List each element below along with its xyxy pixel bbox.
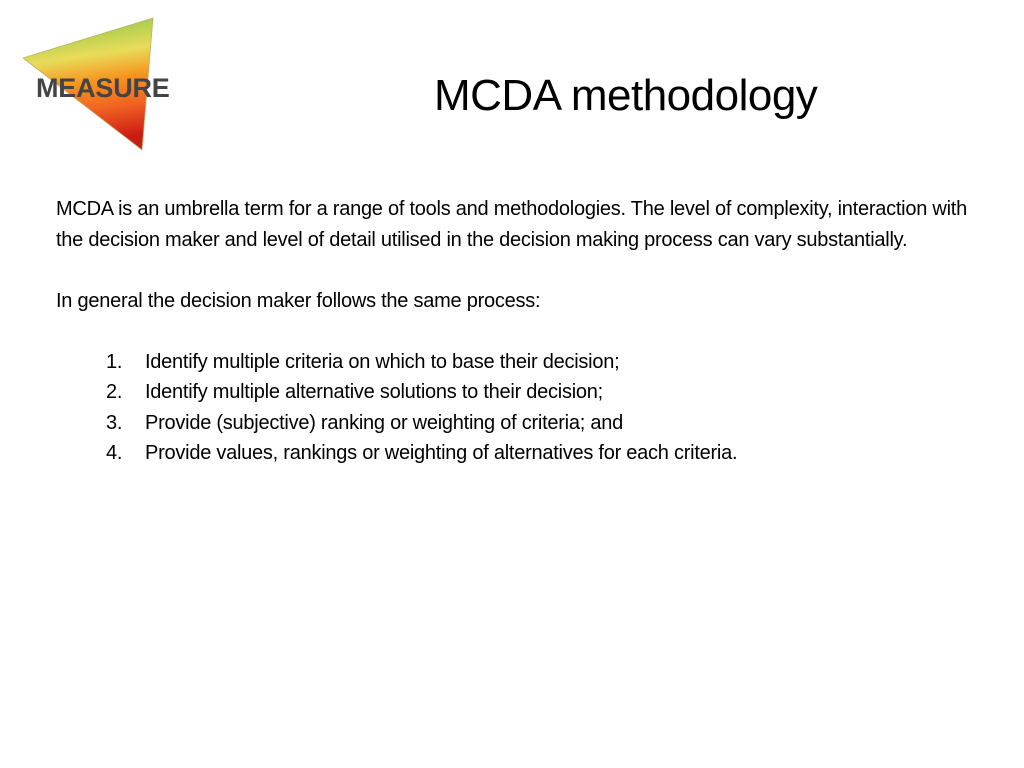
slide-title: MCDA methodology [434, 71, 818, 120]
step-text: Identify multiple alternative solutions to their decision; [145, 381, 603, 403]
process-steps-list [56, 347, 996, 469]
step-text: Identify multiple criteria on which to base their decision; [145, 350, 620, 373]
slide-body [56, 194, 996, 469]
list-item [56, 377, 996, 408]
intro-paragraph: MCDA is an umbrella term for a range of tools and methodologies. The level of complexity, interaction with the decision maker and level of detail utilised in the decision making process can vary substantially. [56, 198, 967, 251]
measure-logo [18, 14, 193, 156]
list-item [56, 347, 996, 378]
list-item [56, 408, 996, 439]
step-number: 3. [106, 411, 123, 434]
logo-text: MEASURE [36, 73, 170, 103]
step-text: Provide values, rankings or weighting of alternatives for each criteria. [145, 442, 738, 464]
step-number: 4. [106, 442, 123, 464]
step-text: Provide (subjective) ranking or weighting of criteria; and [145, 411, 623, 434]
list-item [56, 438, 996, 469]
lead-paragraph: In general the decision maker follows the same process: [56, 289, 541, 312]
step-number: 1. [106, 350, 123, 373]
step-number: 2. [106, 381, 123, 403]
